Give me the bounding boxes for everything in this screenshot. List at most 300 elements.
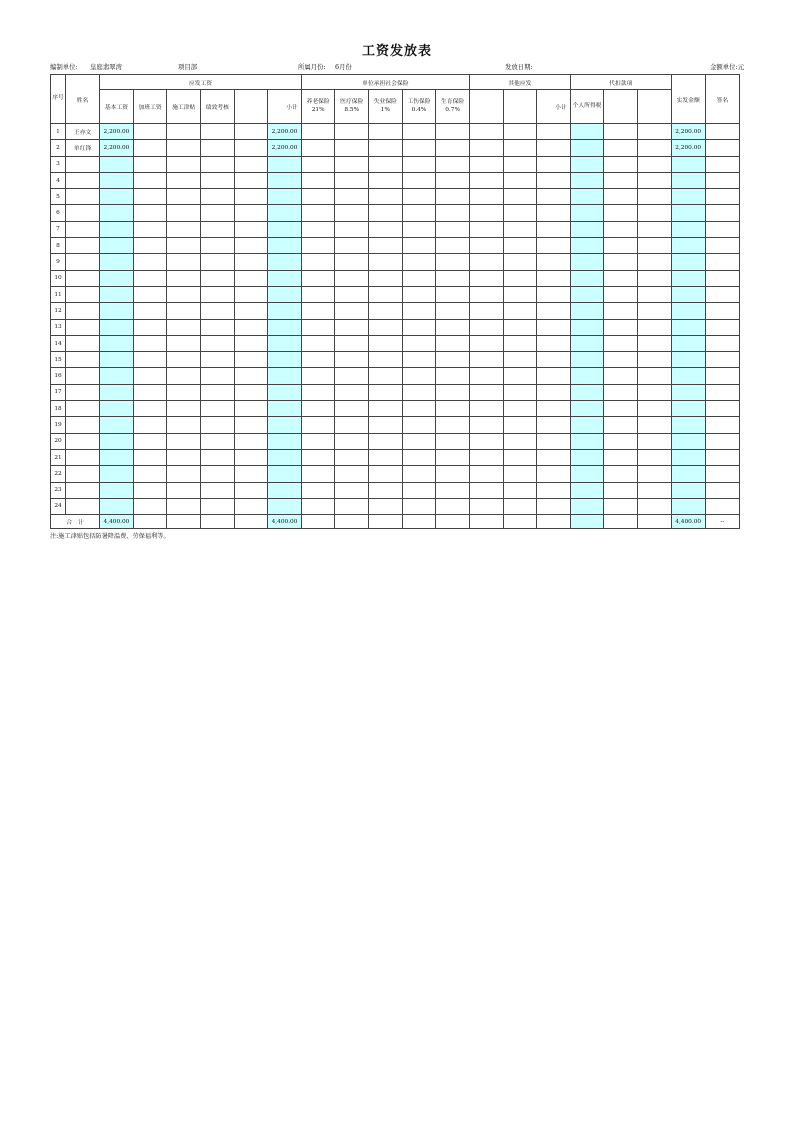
data-cell <box>637 384 671 400</box>
seq-cell: 12 <box>51 303 66 319</box>
data-cell <box>167 401 201 417</box>
data-cell <box>469 156 503 172</box>
data-cell <box>469 124 503 140</box>
table-row <box>51 205 740 221</box>
data-cell <box>133 270 167 286</box>
basic-cell <box>100 286 134 302</box>
table-row <box>51 352 740 368</box>
data-cell <box>604 352 638 368</box>
data-cell <box>402 238 436 254</box>
data-cell <box>469 401 503 417</box>
seq-cell: 13 <box>51 319 66 335</box>
totals-cell <box>570 515 604 529</box>
data-cell <box>200 238 234 254</box>
data-cell <box>537 172 571 188</box>
seq-cell: 9 <box>51 254 66 270</box>
data-cell <box>436 140 470 156</box>
data-cell <box>469 433 503 449</box>
subtotal-cell <box>268 221 302 237</box>
data-cell <box>133 205 167 221</box>
data-cell <box>604 417 638 433</box>
data-cell <box>301 335 335 351</box>
header-overtime: 加班工资 <box>133 90 167 124</box>
data-cell <box>537 466 571 482</box>
name-cell <box>66 498 100 514</box>
data-cell <box>637 221 671 237</box>
data-cell <box>436 270 470 286</box>
header-net-pay: 实发金额 <box>671 75 705 124</box>
net-cell <box>671 401 705 417</box>
basic-cell <box>100 221 134 237</box>
data-cell <box>301 254 335 270</box>
data-cell <box>537 189 571 205</box>
page-title: 工资发放表 <box>361 44 432 59</box>
net-cell <box>671 254 705 270</box>
data-cell <box>469 221 503 237</box>
signature-cell <box>705 270 739 286</box>
data-cell <box>469 172 503 188</box>
data-cell <box>335 352 369 368</box>
data-cell <box>436 466 470 482</box>
data-cell <box>133 140 167 156</box>
data-cell <box>570 156 604 172</box>
data-cell <box>301 205 335 221</box>
data-cell <box>570 352 604 368</box>
table-row <box>51 286 740 302</box>
data-cell <box>469 319 503 335</box>
data-cell <box>167 254 201 270</box>
data-cell <box>167 205 201 221</box>
data-cell <box>436 303 470 319</box>
seq-cell: 19 <box>51 417 66 433</box>
data-cell <box>637 270 671 286</box>
net-cell <box>671 172 705 188</box>
data-cell <box>301 221 335 237</box>
data-cell <box>604 205 638 221</box>
seq-cell: 1 <box>51 124 66 140</box>
data-cell <box>234 238 268 254</box>
header-payable-subtotal: 小计 <box>268 90 302 124</box>
data-cell <box>335 205 369 221</box>
data-cell <box>200 303 234 319</box>
data-cell <box>301 417 335 433</box>
data-cell <box>301 270 335 286</box>
data-cell <box>570 254 604 270</box>
data-cell <box>503 352 537 368</box>
data-cell <box>369 335 403 351</box>
data-cell <box>234 401 268 417</box>
data-cell <box>469 482 503 498</box>
data-cell <box>133 319 167 335</box>
data-cell <box>200 156 234 172</box>
subtotal-cell: 2,200.00 <box>268 140 302 156</box>
data-cell <box>133 238 167 254</box>
basic-cell <box>100 189 134 205</box>
data-cell <box>369 189 403 205</box>
data-cell <box>604 238 638 254</box>
header-name: 姓名 <box>66 75 100 124</box>
data-cell <box>570 466 604 482</box>
data-cell <box>402 417 436 433</box>
header-social-group: 单位承担社会保险 <box>301 75 469 90</box>
data-cell <box>402 286 436 302</box>
signature-cell <box>705 352 739 368</box>
basic-cell <box>100 482 134 498</box>
data-cell <box>436 189 470 205</box>
data-cell <box>537 140 571 156</box>
data-cell <box>469 254 503 270</box>
basic-cell <box>100 319 134 335</box>
month-value: 6月份 <box>335 63 352 71</box>
data-cell <box>335 238 369 254</box>
table-row <box>51 384 740 400</box>
data-cell <box>402 319 436 335</box>
data-cell <box>637 401 671 417</box>
data-cell <box>637 368 671 384</box>
table-row <box>51 466 740 482</box>
data-cell <box>200 433 234 449</box>
data-cell <box>234 384 268 400</box>
data-cell <box>637 140 671 156</box>
data-cell <box>637 205 671 221</box>
signature-cell <box>705 401 739 417</box>
data-cell <box>402 205 436 221</box>
data-cell <box>335 449 369 465</box>
department: 项目部 <box>178 63 198 71</box>
data-cell <box>402 221 436 237</box>
data-cell <box>167 417 201 433</box>
header-medical: 医疗保险 8.5% <box>335 90 369 124</box>
data-cell <box>335 433 369 449</box>
subtotal-cell <box>268 205 302 221</box>
data-cell <box>537 238 571 254</box>
data-cell <box>167 303 201 319</box>
data-cell <box>369 238 403 254</box>
data-cell <box>604 124 638 140</box>
seq-cell: 4 <box>51 172 66 188</box>
data-cell <box>234 172 268 188</box>
net-cell <box>671 498 705 514</box>
data-cell <box>604 189 638 205</box>
data-cell <box>167 466 201 482</box>
data-cell <box>402 466 436 482</box>
data-cell <box>335 384 369 400</box>
data-cell <box>436 401 470 417</box>
net-cell <box>671 433 705 449</box>
header-income-tax: 个人所得税 <box>570 90 604 124</box>
totals-cell <box>469 515 503 529</box>
header-other-group: 其他应发 <box>469 75 570 90</box>
data-cell <box>369 286 403 302</box>
seq-cell: 3 <box>51 156 66 172</box>
data-cell <box>335 482 369 498</box>
data-cell <box>436 172 470 188</box>
data-cell <box>570 335 604 351</box>
data-cell <box>234 466 268 482</box>
data-cell <box>570 384 604 400</box>
seq-cell: 6 <box>51 205 66 221</box>
seq-cell: 20 <box>51 433 66 449</box>
seq-cell: 23 <box>51 482 66 498</box>
data-cell <box>200 352 234 368</box>
data-cell <box>301 384 335 400</box>
data-cell <box>167 124 201 140</box>
header-blank <box>469 90 503 124</box>
data-cell <box>335 172 369 188</box>
header-other-subtotal: 小计 <box>537 90 571 124</box>
data-cell <box>133 303 167 319</box>
data-cell <box>503 417 537 433</box>
data-cell <box>301 466 335 482</box>
data-cell <box>402 254 436 270</box>
data-cell <box>537 433 571 449</box>
data-cell <box>301 433 335 449</box>
header-basic: 基本工资 <box>100 90 134 124</box>
table-row <box>51 303 740 319</box>
name-cell <box>66 352 100 368</box>
data-cell <box>167 319 201 335</box>
data-cell <box>469 352 503 368</box>
signature-cell <box>705 319 739 335</box>
data-cell <box>167 433 201 449</box>
data-cell <box>637 254 671 270</box>
table-row <box>51 221 740 237</box>
subtotal-cell <box>268 368 302 384</box>
data-cell <box>604 319 638 335</box>
net-cell <box>671 221 705 237</box>
data-cell <box>301 286 335 302</box>
totals-cell <box>301 515 335 529</box>
data-cell <box>200 189 234 205</box>
data-cell <box>503 172 537 188</box>
data-cell <box>503 270 537 286</box>
data-cell <box>335 270 369 286</box>
data-cell <box>234 205 268 221</box>
data-cell <box>369 156 403 172</box>
data-cell <box>604 254 638 270</box>
totals-cell <box>604 515 638 529</box>
data-cell <box>133 482 167 498</box>
data-cell <box>537 221 571 237</box>
data-cell <box>234 482 268 498</box>
name-cell <box>66 238 100 254</box>
signature-cell <box>705 205 739 221</box>
signature-cell <box>705 433 739 449</box>
data-cell <box>637 238 671 254</box>
net-cell <box>671 303 705 319</box>
data-cell <box>503 140 537 156</box>
signature-cell <box>705 140 739 156</box>
name-cell <box>66 286 100 302</box>
data-cell <box>537 270 571 286</box>
name-cell <box>66 303 100 319</box>
data-cell <box>503 238 537 254</box>
data-cell <box>133 156 167 172</box>
data-cell <box>436 384 470 400</box>
data-cell <box>503 335 537 351</box>
data-cell <box>537 417 571 433</box>
seq-cell: 2 <box>51 140 66 156</box>
data-cell <box>637 449 671 465</box>
subtotal-cell <box>268 303 302 319</box>
totals-label: 合 计 <box>51 515 100 529</box>
net-cell <box>671 449 705 465</box>
data-cell <box>469 140 503 156</box>
data-cell <box>369 352 403 368</box>
data-cell <box>369 254 403 270</box>
data-cell <box>234 124 268 140</box>
data-cell <box>335 335 369 351</box>
data-cell <box>335 156 369 172</box>
data-cell <box>537 205 571 221</box>
data-cell <box>133 417 167 433</box>
data-cell <box>234 319 268 335</box>
subtotal-cell <box>268 498 302 514</box>
data-cell <box>469 270 503 286</box>
data-cell <box>604 466 638 482</box>
data-cell <box>335 189 369 205</box>
data-cell <box>604 286 638 302</box>
data-cell <box>469 368 503 384</box>
data-cell <box>369 140 403 156</box>
table-row <box>51 433 740 449</box>
data-cell <box>133 254 167 270</box>
data-cell <box>503 384 537 400</box>
data-cell <box>402 156 436 172</box>
data-cell <box>167 368 201 384</box>
data-cell <box>436 221 470 237</box>
signature-cell <box>705 303 739 319</box>
data-cell <box>604 140 638 156</box>
data-cell <box>570 270 604 286</box>
totals-cell <box>167 515 201 529</box>
header-injury: 工伤保险 0.4% <box>402 90 436 124</box>
net-cell <box>671 189 705 205</box>
data-cell <box>436 156 470 172</box>
seq-cell: 22 <box>51 466 66 482</box>
subtotal-cell <box>268 384 302 400</box>
data-cell <box>301 368 335 384</box>
data-cell <box>503 466 537 482</box>
data-cell <box>369 303 403 319</box>
data-cell <box>133 433 167 449</box>
data-cell <box>604 498 638 514</box>
data-cell <box>570 238 604 254</box>
data-cell <box>369 172 403 188</box>
data-cell <box>369 482 403 498</box>
subtotal-cell <box>268 449 302 465</box>
signature-cell <box>705 417 739 433</box>
data-cell <box>570 433 604 449</box>
header-seq: 序号 <box>51 75 66 124</box>
net-cell: 2,200.00 <box>671 140 705 156</box>
data-cell <box>234 498 268 514</box>
data-cell <box>301 401 335 417</box>
data-cell <box>402 124 436 140</box>
data-cell <box>570 172 604 188</box>
table-row <box>51 482 740 498</box>
data-cell <box>570 140 604 156</box>
data-cell <box>301 352 335 368</box>
data-cell <box>402 401 436 417</box>
data-cell <box>537 352 571 368</box>
data-cell <box>402 384 436 400</box>
data-cell <box>167 172 201 188</box>
data-cell <box>133 466 167 482</box>
data-cell <box>436 319 470 335</box>
table-row <box>51 449 740 465</box>
data-cell <box>167 140 201 156</box>
net-cell <box>671 238 705 254</box>
totals-cell <box>200 515 234 529</box>
data-cell <box>537 498 571 514</box>
data-cell <box>234 433 268 449</box>
data-cell <box>234 335 268 351</box>
data-cell <box>637 466 671 482</box>
data-cell <box>604 384 638 400</box>
data-cell <box>570 286 604 302</box>
data-cell <box>369 417 403 433</box>
data-cell <box>436 449 470 465</box>
data-cell <box>469 384 503 400</box>
data-cell <box>637 286 671 302</box>
table-row <box>51 172 740 188</box>
seq-cell: 18 <box>51 401 66 417</box>
data-cell <box>537 335 571 351</box>
seq-cell: 24 <box>51 498 66 514</box>
data-cell <box>503 254 537 270</box>
net-cell <box>671 368 705 384</box>
signature-cell <box>705 156 739 172</box>
basic-cell: 2,200.00 <box>100 124 134 140</box>
data-cell <box>234 221 268 237</box>
data-cell <box>637 335 671 351</box>
seq-cell: 7 <box>51 221 66 237</box>
signature-cell <box>705 124 739 140</box>
data-cell <box>503 433 537 449</box>
data-cell <box>200 335 234 351</box>
data-cell <box>301 498 335 514</box>
data-cell <box>637 189 671 205</box>
data-cell <box>537 384 571 400</box>
data-cell <box>402 303 436 319</box>
name-cell: 王亦文 <box>66 124 100 140</box>
unit-value: 皇庭翡翠湾 <box>90 63 122 71</box>
data-cell <box>200 384 234 400</box>
header-maternity: 生育保险 0.7% <box>436 90 470 124</box>
basic-cell <box>100 303 134 319</box>
footnote: 注:施工津贴包括防暑降温费、劳保福利等。 <box>50 533 170 540</box>
net-cell <box>671 319 705 335</box>
signature-cell <box>705 482 739 498</box>
name-cell <box>66 449 100 465</box>
data-cell <box>469 449 503 465</box>
data-cell <box>436 254 470 270</box>
data-cell <box>234 303 268 319</box>
totals-cell <box>537 515 571 529</box>
table-row <box>51 417 740 433</box>
data-cell <box>133 335 167 351</box>
basic-cell <box>100 368 134 384</box>
net-cell <box>671 417 705 433</box>
data-cell <box>604 270 638 286</box>
data-cell <box>133 124 167 140</box>
seq-cell: 21 <box>51 449 66 465</box>
data-cell <box>503 156 537 172</box>
data-cell <box>637 156 671 172</box>
subtotal-cell <box>268 270 302 286</box>
header-performance: 绩效考核 <box>200 90 234 124</box>
